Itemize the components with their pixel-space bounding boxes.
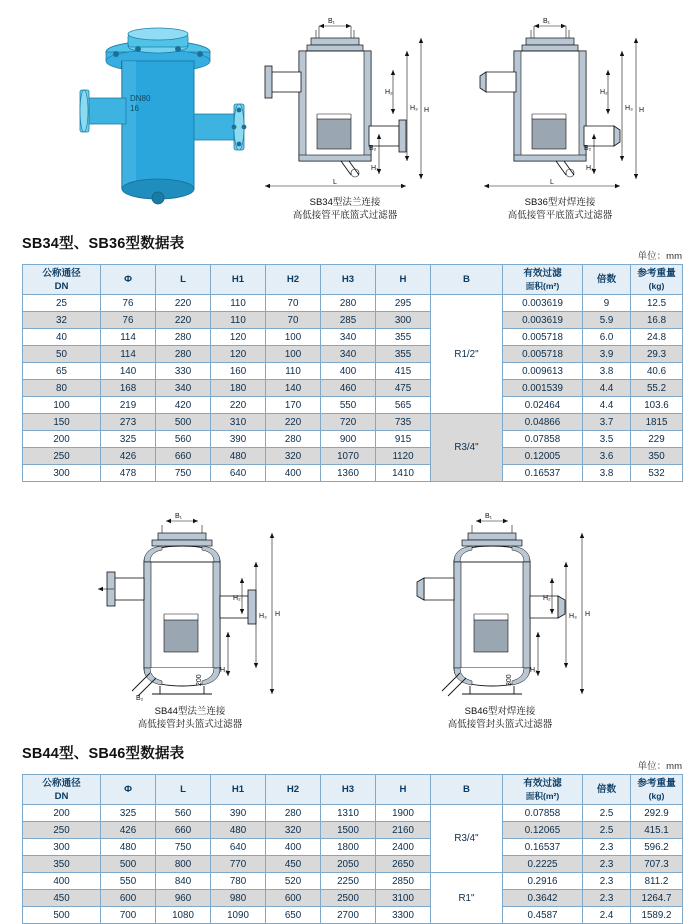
table-row: 150 273 500 310 220 720 735 R3/4" 0.04866 3.7 1815 (23, 414, 683, 431)
svg-text:H: H (585, 611, 591, 618)
photo-label-dn: DN80 (130, 94, 151, 103)
th-h1: H1 (211, 775, 266, 805)
table2-header-row (23, 775, 683, 805)
svg-text:H₂: H₂ (600, 89, 608, 96)
table-row: 65 140 330 160 110 400 415 0.009613 3.8 40.6 (23, 363, 683, 380)
th-h: H (376, 775, 431, 805)
table-row: 500 700 1080 1090 650 2700 3300 0.4587 2.4 1589.2 (23, 907, 683, 924)
svg-text:H₁: H₁ (530, 667, 538, 674)
photo-strainer (70, 18, 250, 208)
sb36-caption-line2: 高低接管平底篮式过滤器 (507, 210, 613, 221)
th-dn: 公称通径 DN (23, 775, 101, 805)
svg-text:H₂: H₂ (385, 89, 393, 96)
table-row: 300 480 750 640 400 1800 2400 0.16537 2.3 596.2 (23, 839, 683, 856)
table1 (22, 264, 683, 482)
sb36-caption-line1: SB36型对焊连接 (524, 197, 596, 208)
b-group-cell: R3/4" (431, 805, 503, 873)
sb44-caption-line2: 高低接管封头篮式过滤器 (137, 719, 243, 730)
svg-text:B₁: B₁ (328, 18, 336, 25)
svg-text:H₂: H₂ (543, 595, 551, 602)
th-h: H (376, 265, 431, 295)
sb46-drawing (400, 508, 600, 731)
svg-text:H: H (424, 107, 430, 114)
th-h1: H1 (211, 265, 266, 295)
table1-body (23, 295, 683, 482)
table-row: 200 325 560 390 280 900 915 0.07858 3.5 229 (23, 431, 683, 448)
th-l: L (156, 775, 211, 805)
sb44-drawing (90, 508, 290, 731)
table-row: 40 114 280 120 100 340 355 0.005718 6.0 24.8 (23, 329, 683, 346)
table-row: 50 114 280 120 100 340 355 0.005718 3.9 29.3 (23, 346, 683, 363)
svg-text:H₃: H₃ (625, 105, 633, 112)
table2-title: SB44型、SB46型数据表 (22, 746, 185, 762)
b-group-cell: R3/4" (431, 414, 503, 482)
table-row: 400 550 840 780 520 2250 2850 R1" 0.2916 2.3 811.2 (23, 873, 683, 890)
svg-text:L: L (550, 179, 554, 186)
th-h2: H2 (266, 775, 321, 805)
th-filter-area: 有效过滤 面积(m²) (503, 265, 583, 295)
sb44-caption-line1: SB44型法兰连接 (154, 706, 226, 717)
table2 (22, 774, 683, 924)
table-row: 100 219 420 220 170 550 565 0.02464 4.4 103.6 (23, 397, 683, 414)
th-b: B (431, 265, 503, 295)
th-b: B (431, 775, 503, 805)
svg-text:H₂: H₂ (233, 595, 241, 602)
table-row: 80 168 340 180 140 460 475 0.001539 4.4 55.2 (23, 380, 683, 397)
svg-text:H₃: H₃ (410, 105, 418, 112)
b-group-cell: R1" (431, 873, 503, 924)
svg-text:B₁: B₁ (543, 18, 551, 25)
dim-skirt-300: 300 (506, 674, 513, 686)
svg-text:B₂: B₂ (584, 145, 592, 152)
svg-text:B₂: B₂ (136, 695, 144, 702)
th-l: L (156, 265, 211, 295)
th-filter-area: 有效过滤 面积(m²) (503, 775, 583, 805)
table2-body (23, 805, 683, 924)
dim-skirt-200: 200 (196, 674, 203, 686)
th-weight: 参考重量 (kg) (631, 775, 683, 805)
svg-text:B₂: B₂ (369, 145, 377, 152)
table-row: 350 500 800 770 450 2050 2650 0.2225 2.3 707.3 (23, 856, 683, 873)
table-row: 250 426 660 480 320 1070 1120 0.12005 3.6 350 (23, 448, 683, 465)
sb34-drawing (255, 14, 435, 222)
svg-text:B₁: B₁ (485, 513, 493, 520)
th-h2: H2 (266, 265, 321, 295)
th-phi: Φ (101, 775, 156, 805)
table-row: 450 600 960 980 600 2500 3100 0.3642 2.3 1264.7 (23, 890, 683, 907)
th-phi: Φ (101, 265, 156, 295)
svg-text:H₁: H₁ (371, 165, 379, 172)
th-weight: 参考重量 (kg) (631, 265, 683, 295)
table-row: 300 478 750 640 400 1360 1410 0.16537 3.8 532 (23, 465, 683, 482)
sb34-caption-line1: SB34型法兰连接 (309, 197, 381, 208)
svg-text:H₃: H₃ (569, 613, 577, 620)
svg-text:H: H (275, 611, 281, 618)
svg-text:B₁: B₁ (175, 513, 183, 520)
sb36-drawing (470, 14, 650, 222)
table1-header-row (23, 265, 683, 295)
th-dn: 公称通径 DN (23, 265, 101, 295)
b-group-cell: R1/2" (431, 295, 503, 414)
table-row: 250 426 660 480 320 1500 2160 0.12065 2.5 415.1 (23, 822, 683, 839)
photo-label-size: 16 (130, 104, 139, 113)
svg-text:H: H (639, 107, 645, 114)
th-multiple: 倍数 (583, 775, 631, 805)
svg-text:H₃: H₃ (259, 613, 267, 620)
svg-text:H₁: H₁ (586, 165, 594, 172)
svg-text:H₁: H₁ (220, 667, 228, 674)
table-row: 200 325 560 390 280 1310 1900 R3/4" 0.07858 2.5 292.9 (23, 805, 683, 822)
table-row: 25 76 220 110 70 280 295 R1/2" 0.003619 9 12.5 (23, 295, 683, 312)
sb34-caption-line2: 高低接管平底篮式过滤器 (292, 210, 398, 221)
th-h3: H3 (321, 265, 376, 295)
table-row: 32 76 220 110 70 285 300 0.003619 5.9 16.8 (23, 312, 683, 329)
table1-title: SB34型、SB36型数据表 (22, 236, 185, 252)
table2-unit-note: 单位：mm (637, 761, 682, 772)
th-multiple: 倍数 (583, 265, 631, 295)
sb46-caption-line2: 高低接管封头篮式过滤器 (447, 719, 553, 730)
th-h3: H3 (321, 775, 376, 805)
svg-text:L: L (333, 179, 337, 186)
sb46-caption-line1: SB46型对焊连接 (464, 706, 536, 717)
table1-unit-note: 单位：mm (637, 251, 682, 262)
